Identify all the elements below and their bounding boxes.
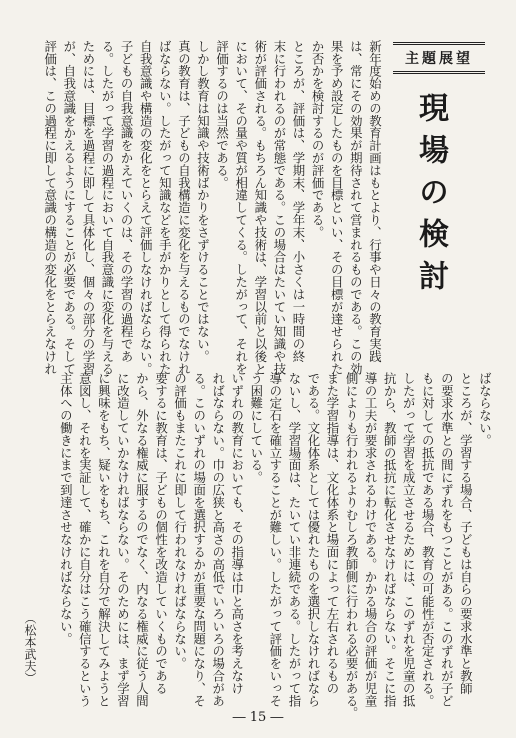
text-column: ところが、学習する場合、子どもは自らの要求水準と教師	[458, 372, 474, 695]
text-column: る。このいずれの場面を選択するかが重要な問題になり、そ	[191, 372, 207, 707]
text-column: 主体への働きにまで到達させなければならない。	[58, 372, 74, 645]
text-column: 末に行われるのが常態である。この場合はたいてい知識や技	[271, 40, 287, 375]
author-credit: （松本武夫）	[23, 612, 37, 684]
text-column: 評価するのは当然である。	[214, 40, 230, 189]
text-column: が、自我意識をかえるようにすることが必要である。そして	[61, 40, 77, 375]
text-column: 術が評価される。もちろん知識や技術は、学習以前と以後と	[252, 40, 268, 375]
text-column: る。したがって学習の過程において自我意識に変化を与える	[100, 40, 115, 375]
text-column: は、常にその効果が期待されて営まれるものである。この効	[348, 40, 364, 375]
page-number: ― 15 ―	[232, 710, 284, 725]
text-column: 真の教育は、子どもの自我構造に変化を与えるものでなけれ	[176, 40, 192, 375]
text-column: 意図し、それを実証して、確かに自分はこう確信するという	[77, 372, 93, 707]
text-column: また学習指導は、文化体系と場面によって左右されるもの	[325, 372, 340, 695]
text-column: の評価もまたこれに即して行われなければならない。	[172, 372, 188, 670]
text-column: か否かを検討するのが評価である。	[310, 40, 326, 239]
text-column: 自我意識や構造の変化をとらえて評価しなければならない。	[138, 40, 154, 375]
section-heading: 主題展望	[405, 51, 473, 67]
text-column: から、外なる権威に服するのでなく、内なる権威に従う人間	[134, 372, 150, 707]
text-column: に興味をもち、疑いをもち、これを自分で解決してみようと	[96, 372, 112, 707]
text-column: 導の工夫が要求されるわけである。かかる場合の評価が児童	[363, 372, 379, 707]
text-column: ばならない。	[477, 372, 493, 447]
text-column: である。文化体系としては優れたものを選択しなければなら	[305, 372, 321, 707]
text-column: に改造していかなければならない。そのためには、まず学習	[115, 372, 131, 707]
text-column: 要するに教育は、子どもの個性を改造していくものである	[153, 372, 169, 695]
article-title: 現場の検討	[413, 92, 448, 302]
text-column: 子どもの自我意識をかえていくのは、その学習の過程であ	[119, 40, 135, 363]
text-column: しかし教育は知識や技術ばかりをさずけることではない。	[195, 40, 211, 363]
text-column: において、その量や質が相違してくる。したがって、それを	[233, 40, 249, 375]
section-heading-box	[393, 42, 485, 74]
text-column: ないし、学習場面は、たいてい非連続である。したがって指	[286, 372, 302, 707]
text-column: 抗から、教師の抵抗に転化させなければならない。そこに指	[382, 372, 398, 707]
text-column: 導の定石を確立することが難しい。したがって評価をいっそ	[267, 372, 283, 707]
text-column: 評価は、この過程に即して意識の構造の変化をとらえなけれ	[42, 40, 58, 375]
text-column: ばならない。したがって知識などを手がかりとして得られた	[157, 40, 173, 375]
text-column: ればならない。巾の広狭と高さの高低でいろいろの場合があ	[210, 372, 226, 707]
text-column: したがって学習を成立させるためには、このずれを児童の抵	[401, 372, 417, 707]
text-column: う困難にしている。	[248, 372, 264, 484]
text-column: ところが、評価は、学期末、学年末、小さくは一時間の終	[291, 40, 306, 363]
text-column: ためには、目標を過程に即して具体化し、個々の部分の学習	[80, 40, 96, 375]
text-column: いずれの教育においても、その指導は巾と高さを考えなけ	[229, 372, 245, 695]
text-column: もに対しての抵抗である場合、教育の可能性が否定される。	[420, 372, 436, 707]
text-column: 側によりも行われるよりむしろ教師側に行われる必要がある。	[344, 372, 360, 720]
text-column: 果を予め設定したものを目標といい、その目標が達せられた	[329, 40, 345, 375]
text-column: 新年度始めの教育計画はもとより、行事や日々の教育実践	[367, 40, 383, 363]
text-column: の要求水準との間にずれをもつことがある。このずれが子ど	[439, 372, 455, 707]
